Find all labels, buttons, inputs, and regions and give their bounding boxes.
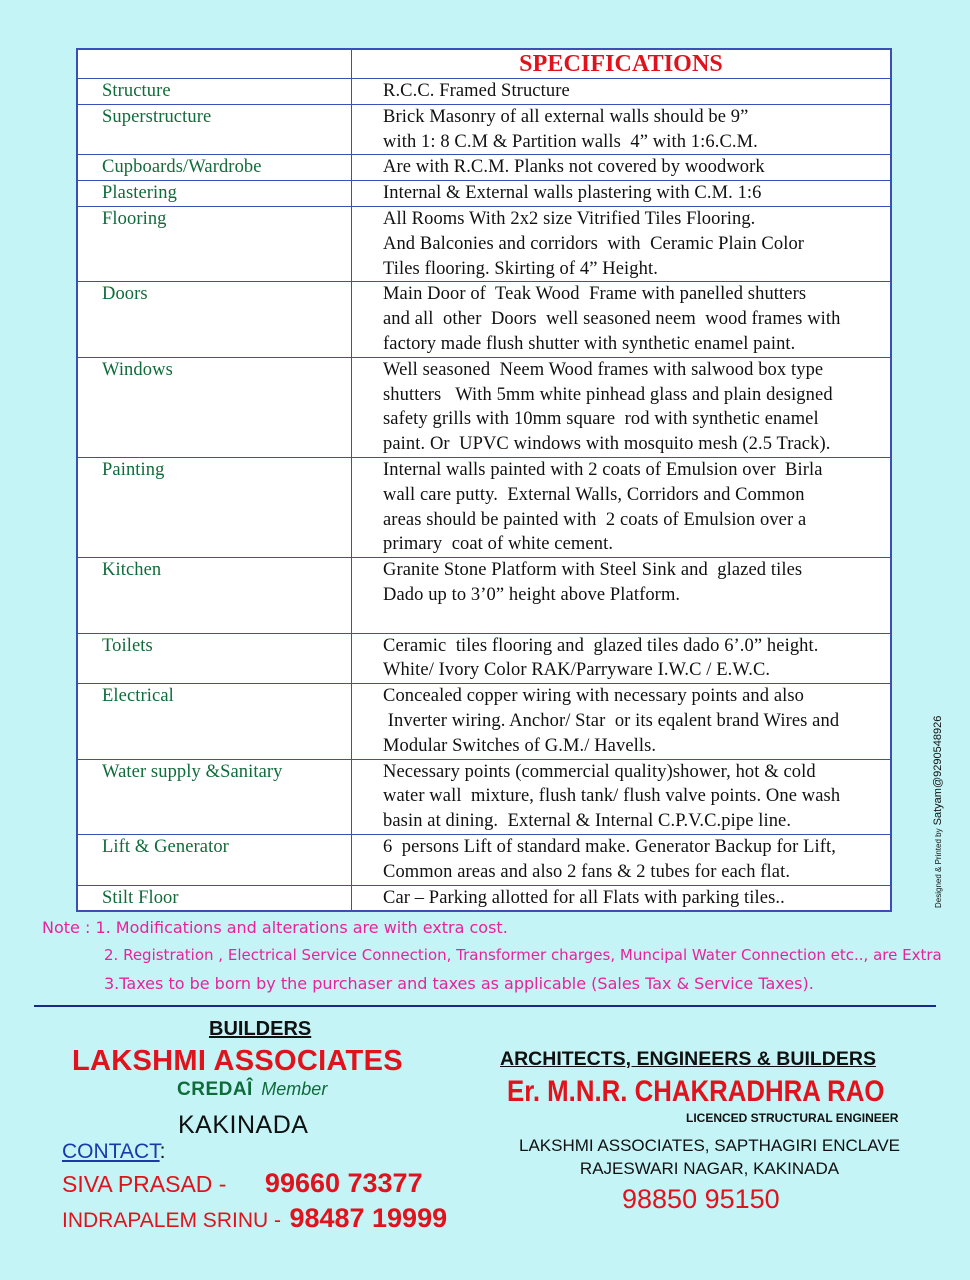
spec-value-line: All Rooms With 2x2 size Vitrified Tiles Flooring. [383,208,756,229]
note-1: Note : 1. Modifications and alterations are with extra cost. [42,918,508,937]
contact-label [62,1140,165,1164]
spec-value [352,457,892,557]
spec-value-line: And Balconies and corridors with Ceramic Plain Color [383,233,805,254]
spec-label: Painting [77,457,352,557]
architect-address-line: LAKSHMI ASSOCIATES, SAPTHAGIRI ENCLAVE [518,1136,901,1155]
spec-row [77,684,891,759]
credai-member-badge [177,1079,327,1101]
spec-value-line: Internal & External walls plastering with C.M. 1:6 [383,183,762,204]
spec-value-line: Modular Switches of G.M./ Havells. [383,735,657,756]
credai-logo: CREDAÎ [177,1079,253,1100]
spec-value [352,834,892,885]
architect-address-line: RAJESWARI NAGAR, KAKINADA [579,1159,840,1178]
credit-prefix: Designed & Printed by [934,828,943,908]
spec-row [77,206,891,281]
spec-value-line: Inverter wiring. Anchor/ Star or its eqalent brand Wires and [383,710,840,731]
spec-value-line: water wall mixture, flush tank/ flush valve points. One wash [383,786,841,807]
spec-value-line: Main Door of Teak Wood Frame with panelled shutters [383,284,807,305]
spec-label: Stilt Floor [77,885,352,911]
spec-value-line: White/ Ivory Color RAK/Parryware I.W.C / E.W.C. [383,660,771,681]
spec-value-line: Necessary points (commercial quality)shower, hot & cold [383,761,816,782]
spec-value-line: Well seasoned Neem Wood frames with salwood box type [383,359,824,380]
spec-value-line: shutters With 5mm white pinhead glass and plain designed [383,384,833,405]
spec-row [77,104,891,155]
spec-label: Plastering [77,181,352,207]
contact-row [62,1168,423,1199]
architect-phone[interactable]: 98850 95150 [622,1184,780,1214]
spec-value-line: Ceramic tiles flooring and glazed tiles dado 6’.0” height. [383,635,819,656]
spec-value-line: primary coat of white cement. [383,534,614,555]
spec-label: Kitchen [77,558,352,633]
spec-row [77,885,891,911]
credai-member-text: Member [261,1079,328,1099]
spec-value [352,155,892,181]
builder-city: KAKINADA [178,1111,309,1139]
spec-value [352,633,892,684]
spec-row [77,155,891,181]
spec-row [77,834,891,885]
note-3: 3.Taxes to be born by the purchaser and taxes as applicable (Sales Tax & Service Taxes). [104,974,814,993]
spec-value [352,206,892,281]
spec-value-line: Dado up to 3’0” height above Platform. [383,584,681,605]
spec-value-line: safety grills with 10mm square rod with synthetic enamel [383,409,819,430]
spec-label: Toilets [77,633,352,684]
spec-value [352,282,892,357]
spec-value-line: with 1: 8 C.M & Partition walls 4” with 1:6.C.M. [383,131,758,152]
spec-value-line: paint. Or UPVC windows with mosquito mesh (2.5 Track). [383,434,831,455]
spec-label: Electrical [77,684,352,759]
spec-value [352,684,892,759]
spec-value-line [383,608,884,633]
spec-value-line: Granite Stone Platform with Steel Sink and glazed tiles [383,560,803,581]
spec-value-line: R.C.C. Framed Structure [383,81,570,101]
architect-heading: ARCHITECTS, ENGINEERS & BUILDERS [500,1048,876,1070]
contact-label-colon: : [159,1140,166,1163]
specifications-title-row [77,49,891,79]
spec-value-line: wall care putty. External Walls, Corridors and Common [383,484,805,505]
spec-value-line: and all other Doors well seasoned neem wood frames with [383,309,841,330]
spec-label: Doors [77,282,352,357]
spec-value [352,181,892,207]
engineer-title: LICENCED STRUCTURAL ENGINEER [686,1111,899,1125]
spec-row [77,558,891,633]
spec-value-line: basin at dining. External & Internal C.P.V.C.pipe line. [383,811,792,832]
spec-label: Cupboards/Wardrobe [77,155,352,181]
company-name: LAKSHMI ASSOCIATES [72,1045,403,1077]
spec-value-line: Brick Masonry of all external walls should be 9” [383,106,749,127]
note-2: 2. Registration , Electrical Service Connection, Transformer charges, Muncipal Water Connection etc.., are Extra [104,946,942,964]
spec-row [77,181,891,207]
spec-row [77,357,891,457]
engineer-name: Er. M.N.R. CHAKRADHRA RAO [507,1075,885,1108]
spec-label: Flooring [77,206,352,281]
spec-row [77,633,891,684]
builders-heading: BUILDERS [209,1018,312,1040]
designer-credit [932,708,946,908]
title-empty-cell [77,49,352,79]
spec-value-line: Are with R.C.M. Planks not covered by woodwork [383,157,765,178]
spec-label: Lift & Generator [77,834,352,885]
spec-label: Superstructure [77,104,352,155]
contact-label-text: CONTACT [62,1140,160,1163]
spec-value [352,104,892,155]
spec-value [352,79,892,105]
spec-row [77,282,891,357]
spec-value-line: Concealed copper wiring with necessary points and also [383,686,805,707]
specifications-body [77,49,891,911]
spec-value-line: Car – Parking allotted for all Flats with parking tiles.. [383,887,785,908]
specifications-table [76,48,892,912]
contact-name: INDRAPALEM SRINU - [62,1209,281,1232]
contact-phone[interactable]: 99660 73377 [264,1168,423,1198]
spec-value [352,558,892,633]
spec-value-line: areas should be painted with 2 coats of Emulsion over a [383,509,807,530]
spec-value-line: factory made flush shutter with synthetic enamel paint. [383,333,796,354]
spec-row [77,457,891,557]
spec-value-line: Internal walls painted with 2 coats of Emulsion over Birla [383,459,823,480]
contact-name: SIVA PRASAD - [62,1171,227,1197]
spec-value [352,357,892,457]
spec-row [77,79,891,105]
contact-phone[interactable]: 98487 19999 [289,1203,448,1233]
credit-name: Satyam@9290548926 [932,715,944,826]
spec-value-line: Common areas and also 2 fans & 2 tubes for each flat. [383,861,791,882]
spec-value [352,759,892,834]
spec-label: Windows [77,357,352,457]
contact-row [62,1203,447,1234]
section-divider [34,1005,936,1007]
spec-value [352,885,892,911]
spec-label: Water supply &Sanitary [77,759,352,834]
spec-row [77,759,891,834]
specifications-title: SPECIFICATIONS [352,49,892,79]
spec-value-line: 6 persons Lift of standard make. Generator Backup for Lift, [383,836,836,857]
spec-label: Structure [77,79,352,105]
spec-value-line: Tiles flooring. Skirting of 4” Height. [383,258,658,279]
